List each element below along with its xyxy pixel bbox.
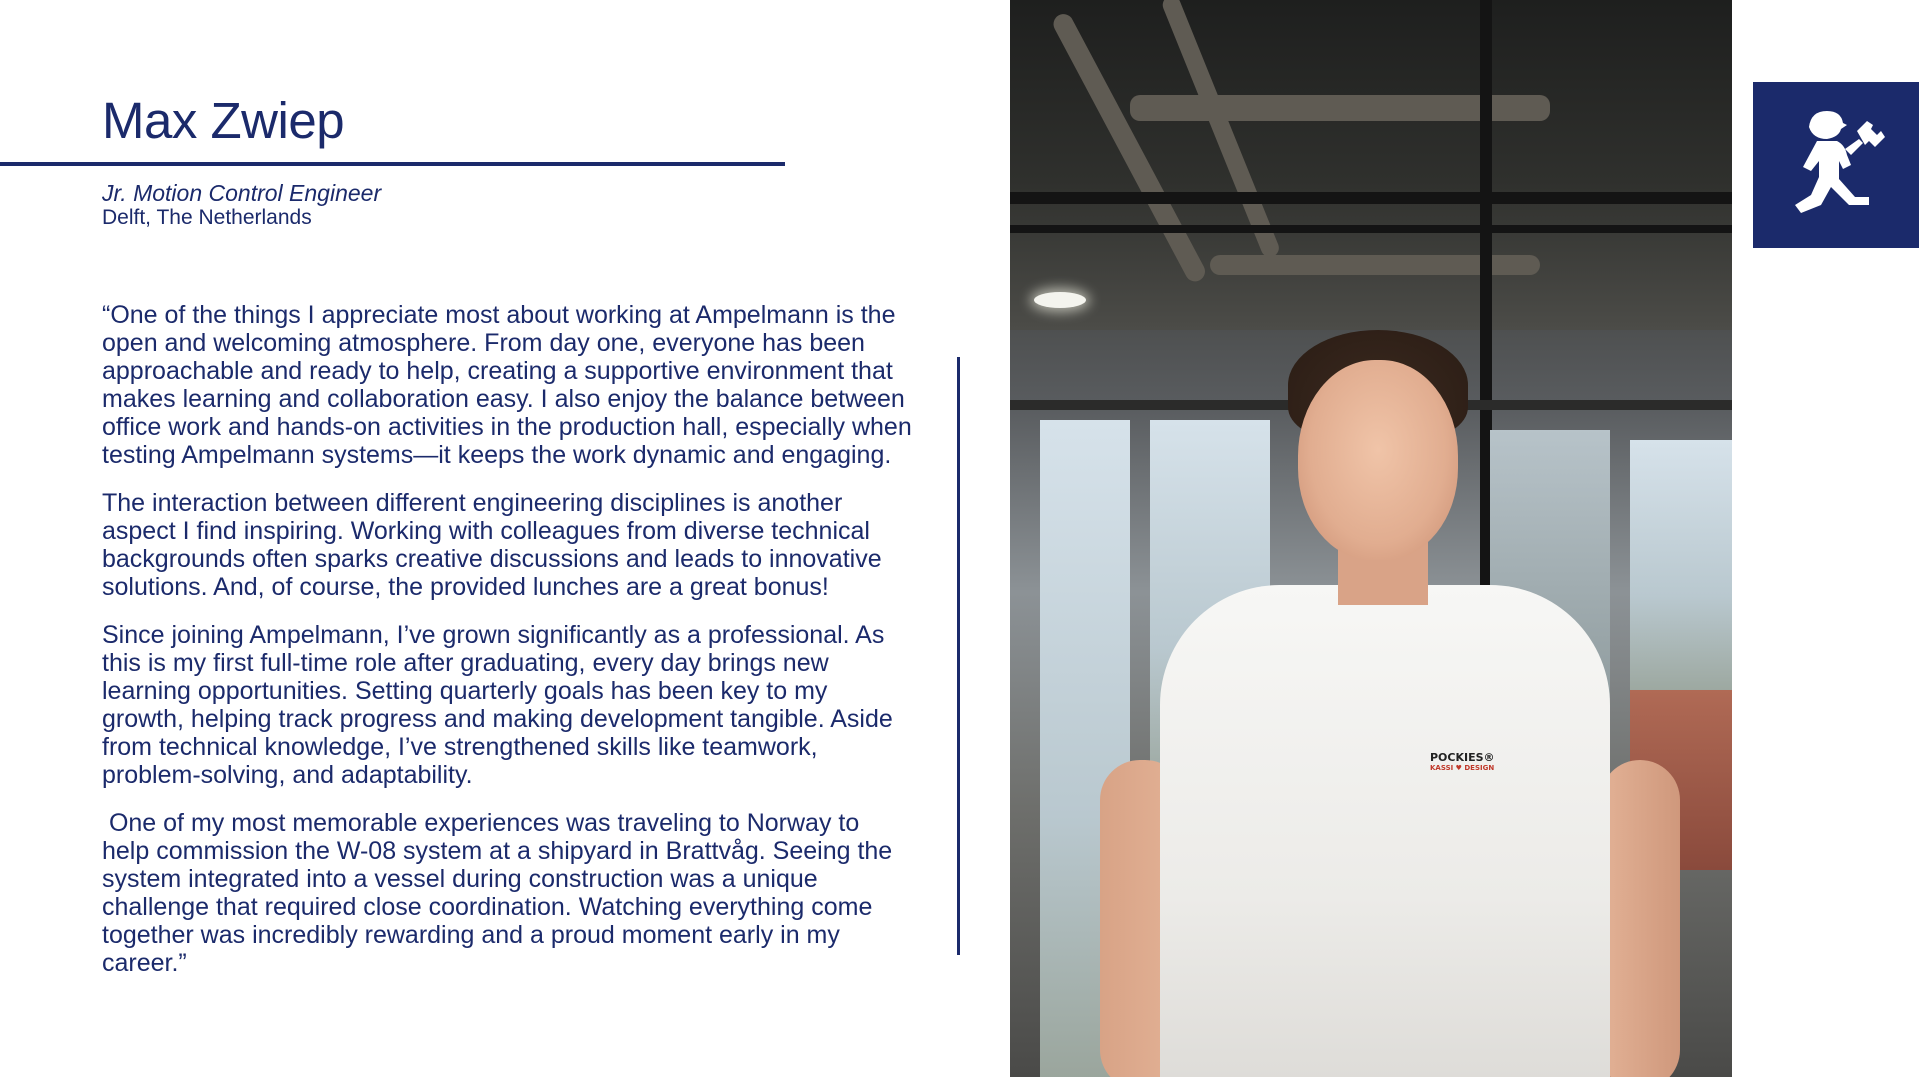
window — [1630, 440, 1732, 700]
person-shirt — [1160, 585, 1610, 1077]
ceiling-lamp — [1034, 292, 1086, 308]
quote-paragraph-3: Since joining Ampelmann, I’ve grown significantly as a professional. As this is my first full-time role after graduating, every day brings new learning opportunities. Setting quarterly goals has been key to my growth, helping track progress and making development tangible. Aside from technical knowledge, I’ve strengthened skills like teamwork, problem-solving, and adaptability. — [102, 621, 893, 789]
ampelmann-walking-man-wrench-icon — [1781, 105, 1891, 225]
quote-paragraph-1: “One of the things I appreciate most about working at Ampelmann is the open and welcoming atmosphere. From day one, everyone has been approachable and ready to help, creating a supportive environment that makes learning and collaboration easy. I also enjoy the balance between office work and hands-on activities in the production hall, especially when testing Ampelmann systems—it keeps the work dynamic and engaging. — [102, 301, 912, 469]
ampelmann-logo — [1753, 82, 1919, 248]
ceiling-background — [1010, 0, 1732, 330]
portrait-photo — [1010, 0, 1732, 1077]
quote-paragraph-2: The interaction between different engineering disciplines is another aspect I find inspiring. Working with colleagues from diverse technical backgrounds often sparks creative discussions and leads to innovative solutions. And, of course, the provided lunches are a great bonus! — [102, 489, 882, 601]
testimonial-quote — [102, 301, 912, 997]
name-underline-divider — [0, 162, 785, 166]
ceiling-beam — [1010, 192, 1732, 204]
shirt-brand-text: POCKIES® — [1430, 751, 1495, 764]
quote-paragraph-4: One of my most memorable experiences was traveling to Norway to help commission the W-08 system at a shipyard in Brattvåg. Seeing the system integrated into a vessel during construction was a unique challenge that required close coordination. Watching everything come together was incredibly rewarding and a proud moment early in my career.” — [102, 809, 893, 977]
shirt-brand-logo — [1430, 752, 1495, 772]
ceiling-beam — [1010, 225, 1732, 233]
person-arm — [1600, 760, 1680, 1077]
location: Delft, The Netherlands — [102, 206, 312, 229]
vertical-divider — [957, 357, 960, 955]
shirt-brand-subtext: KASSI ♥ DESIGN — [1430, 764, 1495, 772]
job-title: Jr. Motion Control Engineer — [102, 180, 382, 206]
person-name: Max Zwiep — [102, 92, 345, 149]
person-face — [1298, 360, 1458, 560]
